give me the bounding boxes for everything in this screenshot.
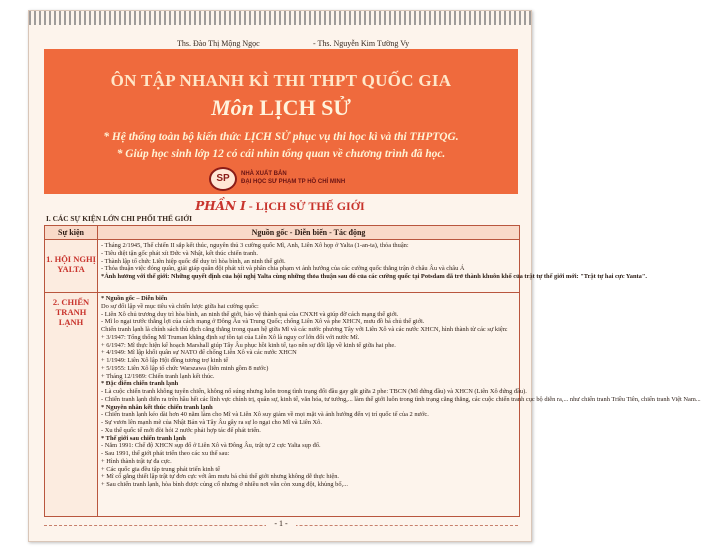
intro-bullets: [44, 129, 518, 163]
detail-line: * Thế giới sau chiến tranh lạnh: [101, 434, 186, 442]
subsection-title: I. CÁC SỰ KIỆN LỚN CHI PHỐI THẾ GIỚI: [46, 214, 192, 223]
section-name: - LỊCH SỬ THẾ GIỚI: [248, 199, 365, 213]
detail-line: - Tiêu diệt tận gốc phát xít Đức và Nhật, kết thúc chiến tranh.: [101, 249, 258, 257]
detail-line: - Là cuộc chiến tranh không tuyên chiến, không nổ súng nhưng luôn trong tình trạng đối đầu gay gắt giữa 2 phe: TBCN (Mĩ đứng đầu) và XHCN (Liên Xô đứng đầu).: [101, 388, 527, 395]
detail-line: * Đặc điểm chiến tranh lạnh: [101, 380, 179, 388]
detail-line: - Xu thế quốc tế mới đòi hỏi 2 nước phải hợp tác để phát triển.: [101, 426, 261, 434]
detail-line: - Thành lập tổ chức Liên hiệp quốc để duy trì hòa bình, an ninh thế giới.: [101, 257, 286, 265]
publisher-emblem-icon: SP: [209, 167, 237, 191]
detail-line: + 3/1947: Tổng thống Mĩ Truman khẳng định sự tồn tại của Liên Xô là nguy cơ lớn đối với nước Mĩ.: [101, 333, 360, 341]
events-table: [44, 225, 701, 517]
page-number: - 1 -: [266, 519, 296, 528]
subject-prefix: Môn: [211, 95, 254, 120]
detail-line: - Năm 1991: Chế độ XHCN sụp đổ ở Liên Xô và Đông Âu, trật tự 2 cực Yalta sụp đổ.: [101, 442, 321, 450]
cover-header: [44, 49, 518, 194]
spiral-binding: [29, 11, 531, 25]
column-header-event: Sự kiện: [45, 226, 98, 240]
publisher-line-1: NHÀ XUẤT BẢN: [241, 171, 287, 177]
event-cell: [45, 293, 98, 516]
detail-line: * Nguồn gốc – Diễn biến: [101, 295, 168, 302]
detail-line: + 1/1949: Liên Xô lập Hội đồng tương trợ kinh tế: [101, 357, 229, 364]
detail-line: - Mĩ lo ngại trước thắng lợi của cách mạng ở Đông Âu và Trung Quốc; chống Liên Xô và phe XHCN, mưu đồ bá chủ thế giới.: [101, 318, 425, 326]
event-cell: [45, 240, 98, 292]
event-name: 1. HỘI NGHỊ YALTA: [46, 254, 96, 274]
table-row: [45, 293, 701, 516]
detail-line: + Mĩ cố gắng thiết lập trật tự đơn cực với âm mưu bá chủ thế giới nhưng không dễ thực hiện.: [101, 473, 339, 481]
publisher-line-2: ĐẠI HỌC SƯ PHẠM TP HỒ CHÍ MINH: [241, 179, 346, 185]
detail-line: - Sự vươn lên mạnh mẽ của Nhật Bản và Tây Âu gây ra sự lo ngại cho Mĩ và Liên Xô.: [101, 419, 322, 426]
author-2: - Ths. Nguyễn Kim Tường Vy: [313, 39, 410, 48]
detail-line: * Nguyên nhân kết thúc chiến tranh lạnh: [101, 403, 213, 411]
section-part: PHẦN I: [195, 199, 246, 213]
section-title: [29, 199, 531, 214]
detail-line: + Tháng 12/1989: Chiến tranh lạnh kết thúc.: [101, 372, 215, 380]
detail-line: + Các quốc gia đều tập trung phát triển kinh tế: [101, 465, 220, 473]
publisher-name: [241, 170, 345, 186]
intro-bullet-2: * Giúp học sinh lớp 12 có cái nhìn tổng quan về chương trình đã học.: [116, 148, 446, 160]
detail-line: - Tháng 2/1945, Thế chiến II sắp kết thúc, nguyên thủ 3 cường quốc Mĩ, Anh, Liên Xô họp ở Yalta (1-an-ta), thỏa thuận:: [101, 242, 409, 249]
event-detail: [101, 295, 701, 489]
detail-line: + 4/1949: Mĩ lập khối quân sự NATO để chống Liên Xô và các nước XHCN: [101, 349, 297, 357]
event-detail: [101, 242, 648, 281]
detail-line: *Ảnh hưởng với thế giới: Những quyết định của hội nghị Yalta cùng những thỏa thuận sau đó của các cường quốc tại Potsdam đã trở thành khuôn khổ của trật tự thế giới mới: "Trật tự hai cực Yanta".: [101, 273, 648, 280]
subject-name: LỊCH SỬ: [259, 95, 351, 120]
exam-title: ÔN TẬP NHANH KÌ THI THPT QUỐC GIA: [110, 71, 452, 90]
page-footer: [44, 517, 518, 535]
intro-bullet-1: * Hệ thống toàn bộ kiến thức LỊCH SỬ phục vụ thi học kì và thi THPTQG.: [103, 131, 459, 143]
detail-line: Do sự đối lập về mục tiêu và chiến lược giữa hai cường quốc:: [101, 302, 259, 310]
detail-line: - Liên Xô chủ trương duy trì hòa bình, an ninh thế giới, bảo vệ thành quả của CNXH và giúp đỡ cách mạng thế giới.: [101, 310, 399, 318]
detail-line: + Hình thành trật tự đa cực.: [101, 457, 172, 465]
detail-line: Chiến tranh lạnh là chính sách thù địch căng thẳng trong quan hệ giữa Mĩ và các nước phương Tây với Liên Xô và các nước XHCN, hình thành từ các sự kiện:: [101, 326, 508, 333]
detail-line: + Sau chiến tranh lạnh, hòa bình được củng cố nhưng ở nhiều nơi vẫn còn xung đột, khủng bố,...: [101, 481, 348, 488]
table-row: [45, 240, 648, 293]
author-1: Ths. Đào Thị Mộng Ngọc: [177, 39, 260, 48]
detail-line: - Chiến tranh lạnh kéo dài hơn 40 năm làm cho Mĩ và Liên Xô suy giảm về mọi mặt và ảnh hưởng đến vị trí quốc tế của 2 nước.: [101, 411, 429, 419]
detail-line: + 5/1955: Liên Xô lập tổ chức Warszawa (liên minh gồm 8 nước): [101, 364, 269, 372]
detail-line: - Chiến tranh lạnh diễn ra trên hầu hết các lĩnh vực chính trị, quân sự, kinh tế, văn hóa, tư tưởng,... làm thế giới luôn trong tình trạng căng thẳng, các cuộc chiến tranh cục bộ diễn ra,... như chiến tranh Triều Tiên, chiến tranh Việt Nam...: [101, 395, 701, 403]
detail-line: - Thỏa thuận việc đóng quân, giải giáp quân đội phát xít và phân chia phạm vi ảnh hưởng của các cường quốc thắng trận ở châu Âu và châu Á: [101, 265, 465, 273]
subject-title: [44, 95, 518, 121]
detail-line: - Sau 1991, thế giới phát triển theo các xu thế sau:: [101, 450, 230, 457]
detail-line: + 6/1947: Mĩ thực hiện kế hoạch Marshall giúp Tây Âu phục hồi kinh tế, tạo nên sự đối lập về kinh tế giữa hai phe.: [101, 341, 396, 349]
column-header-detail: Nguồn gốc - Diễn biến - Tác động: [98, 226, 519, 240]
review-sheet: [28, 10, 701, 542]
event-name: 2. CHIẾN TRANH LẠNH: [52, 297, 90, 327]
